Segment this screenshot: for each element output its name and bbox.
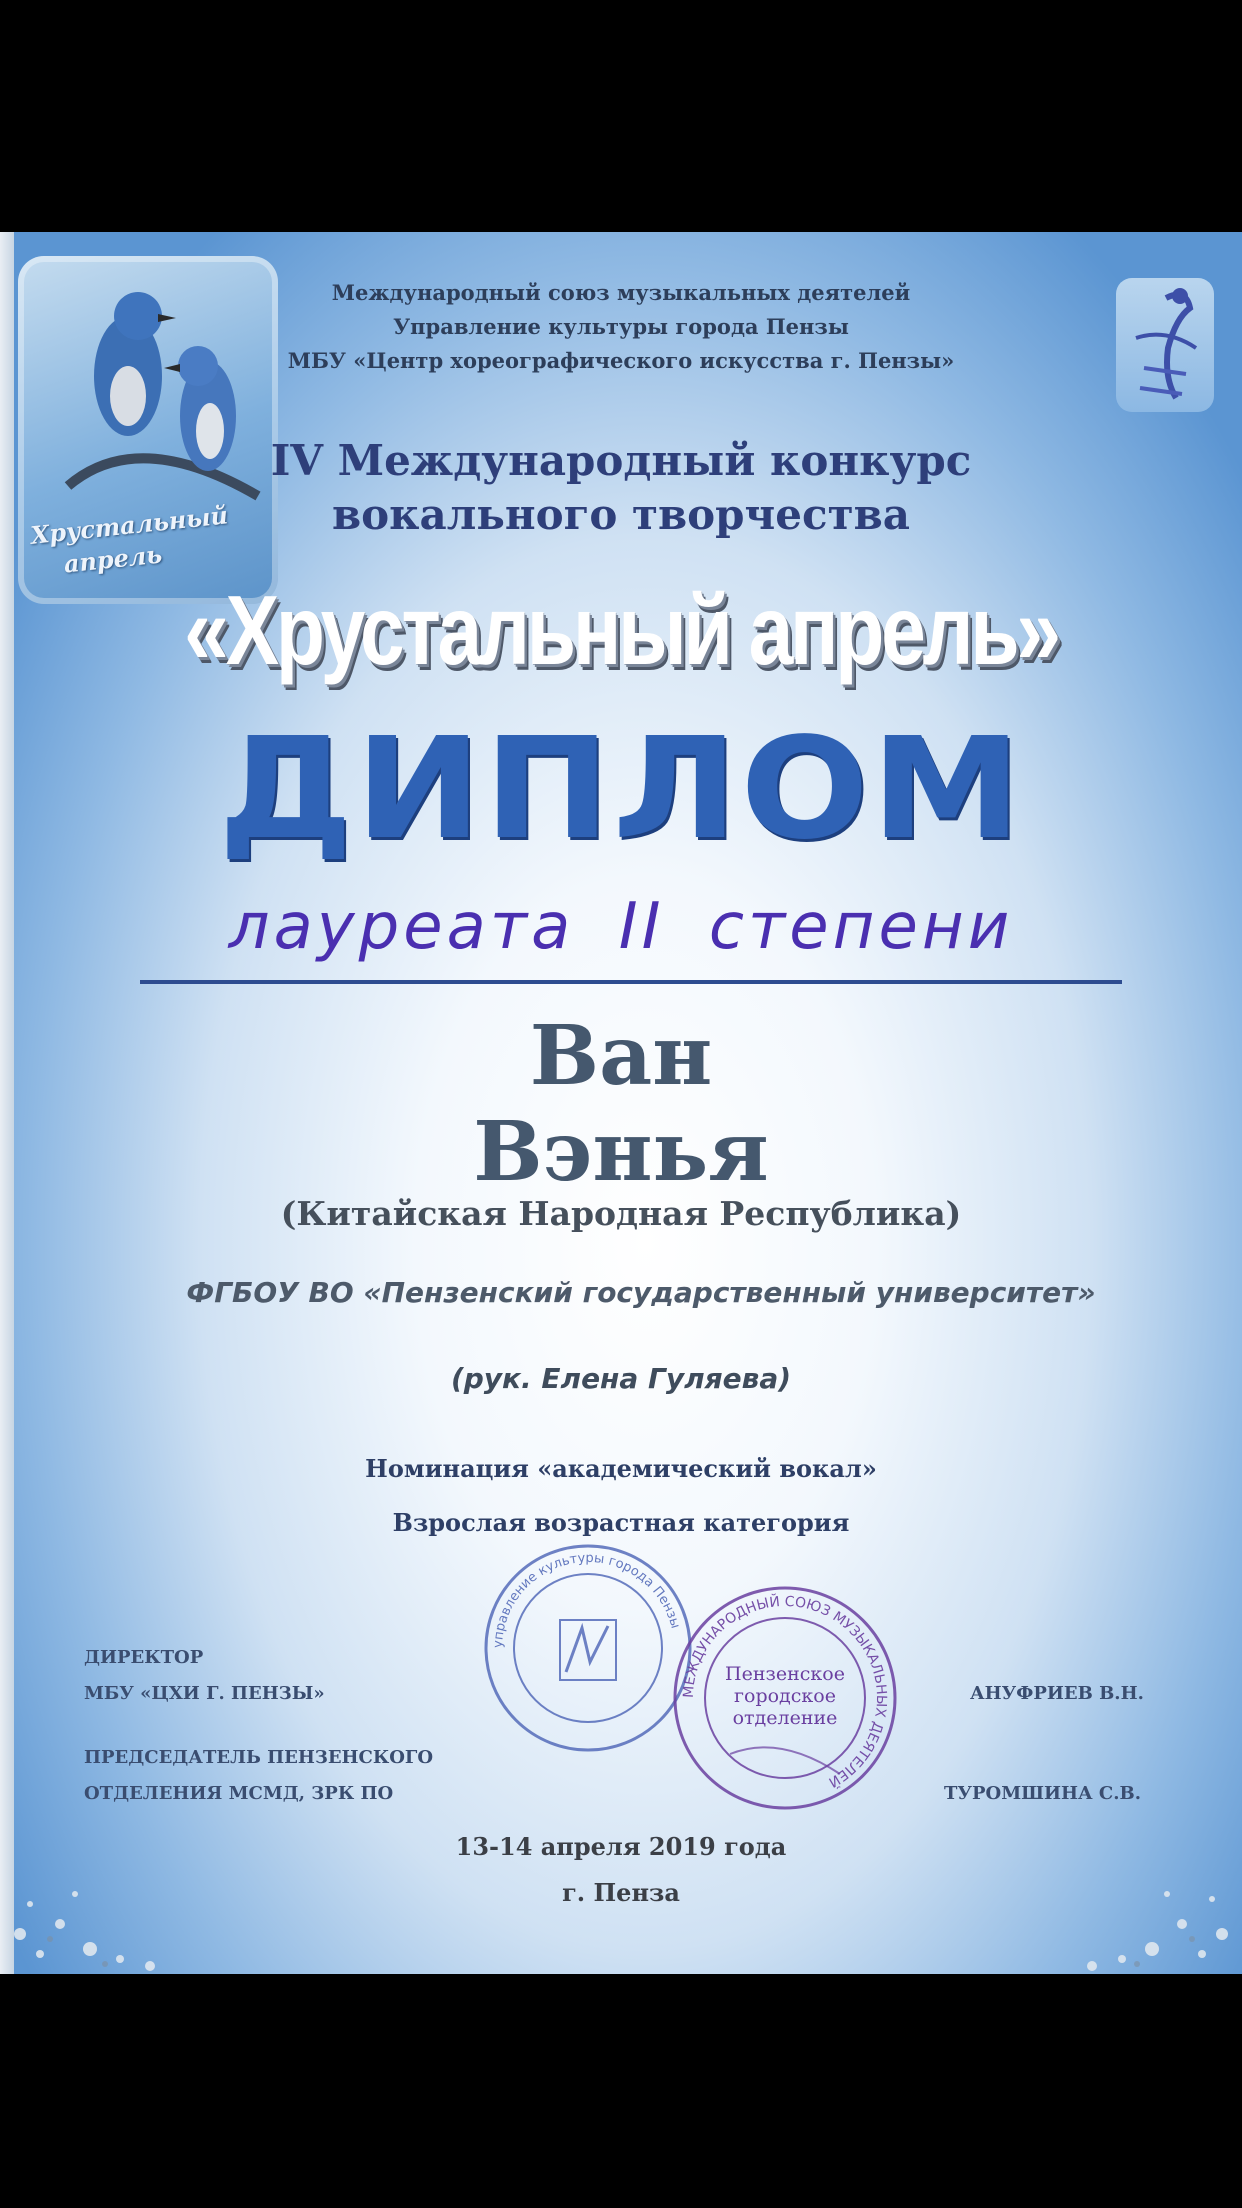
organizer-line: МБУ «Центр хореографического искусства г. Пензы» [287,348,955,373]
degree-numeral: II [618,890,665,964]
svg-text:управление культуры города Пен [491,1551,683,1648]
diploma-sheet [0,232,1242,1974]
recipient-institution: ФГБОУ ВО «Пензенский государственный университет» [186,1276,1096,1309]
logo-text-line2: апрель [62,539,164,579]
sparkle-decoration-right [1042,1854,1242,1974]
sparkle-decoration-left [0,1854,200,1974]
purple-stamp-line3: отделение [732,1707,838,1729]
nomination: Номинация «академический вокал» [365,1454,877,1483]
purple-stamp-ring-text: МЕЖДУНАРОДНЫЙ СОЮЗ МУЗЫКАЛЬНЫХ ДЕЯТЕЛЕЙ [680,1593,890,1791]
contest-name: «Хрустальный апрель» [184,575,1058,685]
organizer-line: Международный союз музыкальных деятелей [331,280,911,305]
contest-line1: IV Международный конкурс [270,436,972,485]
supervisor: (рук. Елена Гуляева) [450,1362,792,1395]
purple-stamp-line2: городское [734,1685,836,1707]
contest-line2: вокального творчества [331,490,911,539]
signatory-1-name: АНУФРИЕВ В.Н. [970,1683,1144,1704]
recipient-surname: Ван [529,1008,713,1104]
signatory-2-name: ТУРОМШИНА С.В. [944,1783,1141,1804]
degree-word: степени [708,890,1014,964]
event-city: г. Пенза [562,1878,680,1907]
signatory-2-title-line2: ОТДЕЛЕНИЯ МСМД, ЗРК ПО [84,1783,394,1804]
degree-handwritten: лауреата [228,890,575,964]
signatory-2-title-line1: ПРЕДСЕДАТЕЛЬ ПЕНЗЕНСКОГО [84,1747,434,1768]
blue-stamp-ring-text: управление культуры города Пензы [490,1550,683,1649]
blue-stamp [482,1542,694,1754]
organizer-line: Управление культуры города Пензы [393,314,849,339]
signatory-1-title-line2: МБУ «ЦХИ Г. ПЕНЗЫ» [84,1683,325,1704]
contest-heading [0,434,1242,542]
event-date: 13-14 апреля 2019 года [455,1832,787,1861]
recipient-country: (Китайская Народная Республика) [280,1194,962,1233]
age-category: Взрослая возрастная категория [392,1508,850,1537]
diploma-title: ДИПЛОМ [218,708,1024,871]
logo-text-line1: Хрустальный [29,500,230,550]
signatory-1-title-line1: ДИРЕКТОР [84,1647,204,1668]
signatory-1-title [84,1640,325,1712]
purple-stamp [670,1584,900,1812]
recipient-name [0,1008,1242,1200]
recipient-given-name: Вэнья [473,1104,769,1200]
degree-line [0,890,1242,964]
organizers [0,276,1242,378]
signatory-2-title [84,1740,433,1812]
divider-rule [140,980,1122,984]
purple-stamp-line1: Пензенское [725,1663,845,1685]
